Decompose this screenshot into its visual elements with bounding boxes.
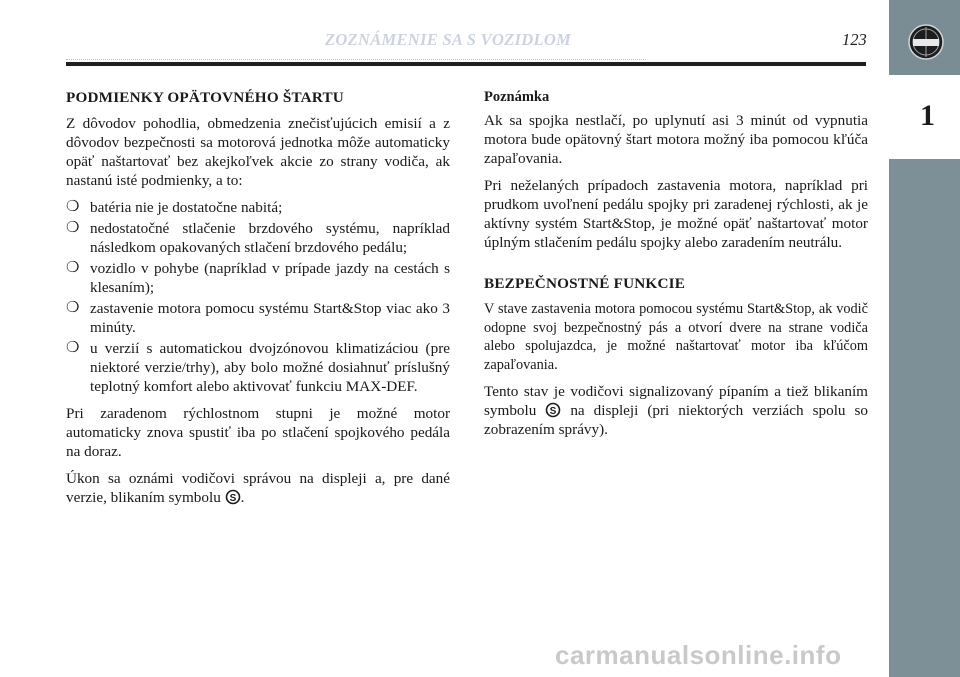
notification-paragraph: Úkon sa oznámi vodičovi správou na displeji a, pre dané verzie, blikaním symbolu S . <box>66 470 450 506</box>
list-item: ❍ nedostatočné stlačenie brzdového systému, napríklad následkom opakovaných stlačení brzdového pedálu; <box>66 220 450 256</box>
header-title: ZOZNÁMENIE SA S VOZIDLOM <box>325 30 572 49</box>
right-column <box>484 88 868 447</box>
bullet-icon: ❍ <box>66 199 80 215</box>
conditions-list <box>66 198 450 396</box>
chapter-sidebar <box>889 0 960 677</box>
note-heading: Poznámka <box>484 89 550 105</box>
spacer <box>484 260 868 274</box>
list-item: ❍ vozidlo v pohybe (napríklad v prípade jazdy na cestách s klesaním); <box>66 260 450 296</box>
safety-paragraph: V stave zastavenia motora pomocou systému Start&Stop, ak vodič odopne svoj bezpečnostný pás a otvorí dvere na strane vodiča alebo spolujazdca, je možné naštartovať motor iba kľúčom zapaľovania. <box>484 301 868 373</box>
page-number: 123 <box>842 30 867 49</box>
watermark: carmanualsonline.info <box>555 640 842 670</box>
gear-restart-paragraph: Pri zaradenom rýchlostnom stupni je možné motor automaticky znova spustiť iba po stlačení spojkového pedála na doraz. <box>66 405 450 460</box>
list-item: ❍ u verzií s automatickou dvojzónovou klimatizáciou (pre niektoré verzie/trhy), aby bolo možné dosiahnuť príslušný teplotný komfort alebo aktivovať funkciu MAX-DEF. <box>66 340 450 395</box>
safety-functions-heading: BEZPEČNOSTNÉ FUNKCIE <box>484 275 686 292</box>
lancia-logo-icon <box>907 22 945 62</box>
svg-text:S: S <box>549 406 557 418</box>
svg-text:S: S <box>229 492 236 504</box>
restart-conditions-heading: PODMIENKY OPÄTOVNÉHO ŠTARTU <box>66 89 344 106</box>
start-stop-symbol-icon <box>545 402 561 418</box>
bullet-icon: ❍ <box>66 260 80 276</box>
signal-paragraph: Tento stav je vodičovi signalizovaný pípaním a tiež blikaním symbolu S na displeji (pri niektorých verziách spolu so zobrazením správy). <box>484 383 869 439</box>
bullet-icon: ❍ <box>66 220 80 236</box>
intro-paragraph: Z dôvodov pohodlia, obmedzenia znečisťujúcich emisií a z dôvodov bezpečnosti sa motorová jednotka môže automaticky opäť naštartovať bez akejkoľvek akcie zo strany vodiča, ak nastanú isté podmienky, a to: <box>66 115 450 189</box>
bullet-icon: ❍ <box>66 300 80 316</box>
left-column <box>66 88 450 515</box>
unwanted-stall-paragraph: Pri neželaných prípadoch zastavenia motora, napríklad pri prudkom uvoľnení pedálu spojky pri zaradenej rýchlosti, ak je aktívny systém Start&Stop, je možné opäť naštartovať motor úplným stlačením pedálu spojky alebo zaradením neutrálu. <box>484 177 868 251</box>
note-text: Ak sa spojka nestlačí, po uplynutí asi 3 minút od vypnutia motora bude opätovný štart motora možný iba pomocou kľúča zapaľovania. <box>484 112 868 167</box>
chapter-tab[interactable] <box>889 75 960 159</box>
bullet-icon: ❍ <box>66 340 80 356</box>
list-item: ❍ batéria nie je dostatočne nabitá; <box>66 199 283 216</box>
start-stop-symbol-icon <box>225 489 241 505</box>
chapter-number: 1 <box>920 99 935 132</box>
header-dotted-rule <box>66 59 646 61</box>
header-rule <box>66 62 866 66</box>
list-item: ❍ zastavenie motora pomocu systému Start&Stop viac ako 3 minúty. <box>66 300 450 336</box>
